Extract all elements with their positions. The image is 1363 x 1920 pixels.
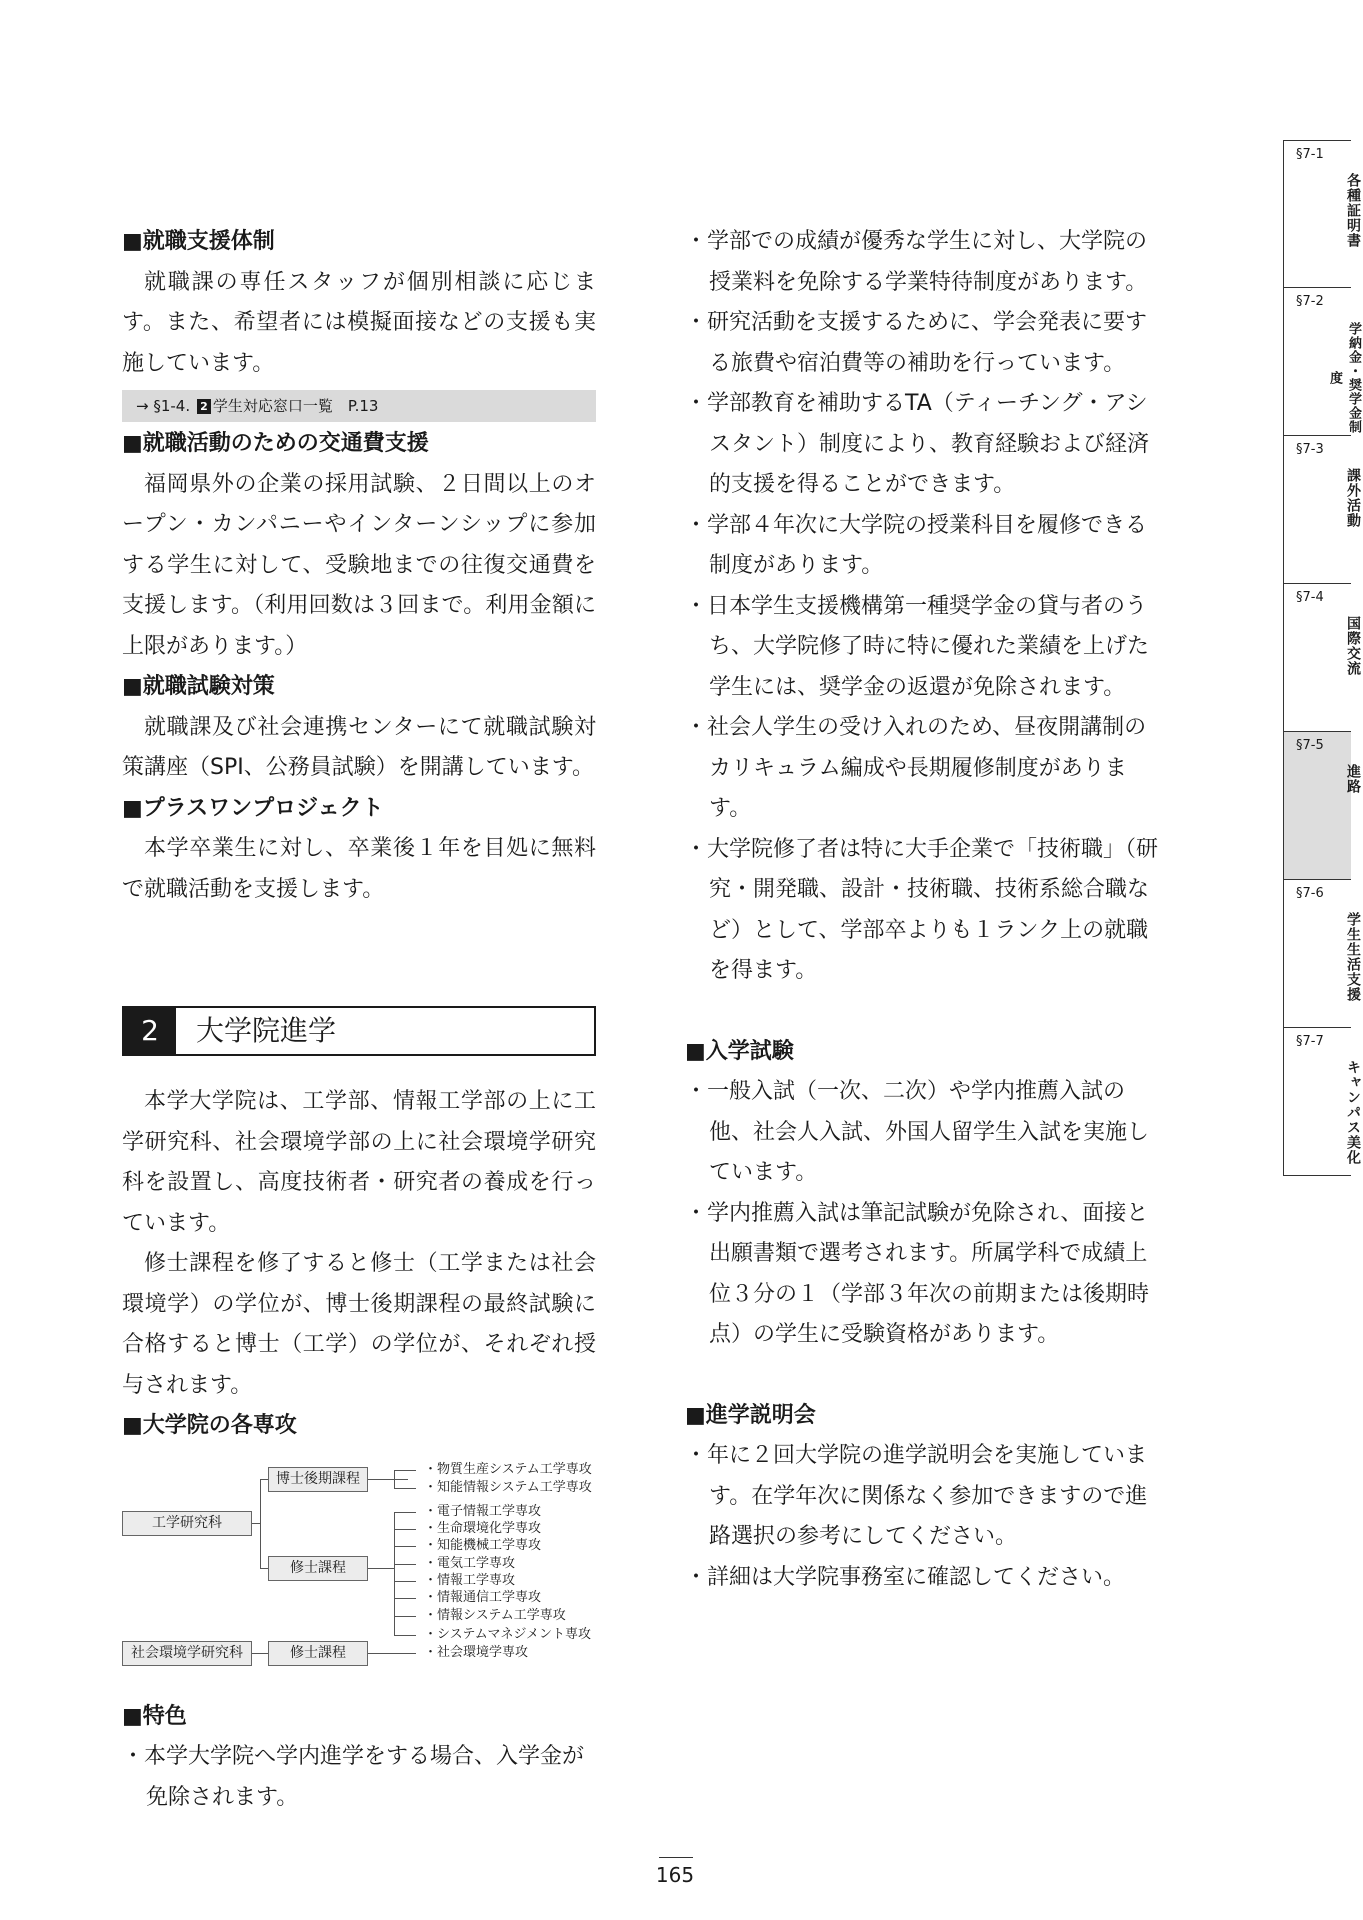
bullet-info-2: ・詳細は大学院事務室に確認してください。 [685,1564,1126,1590]
page-number-rule [659,1857,693,1858]
tab-number: §7-5 [1296,738,1324,753]
bullet-feature-2: ・研究活動を支援するために、学会発表に要する旅費や宿泊費等の補助を行っています。 [685,310,1148,376]
connector [394,1470,395,1488]
bullet-feature-1: ・学部での成績が優秀な学生に対し、大学院の授業料を免除する学業特待制度があります。 [685,229,1148,295]
leaf-master-2: ・生命環境化学専攻 [424,1520,542,1536]
tab-7-3[interactable] [1283,436,1361,584]
tab-7-2[interactable] [1283,288,1361,436]
paragraph-degrees: 修士課程を修了すると修士（工学または社会環境学）の学位が、博士後期課程の最終試験に合格すると博士（工学）の学位が、それぞれ授与されます。 [122,1251,596,1398]
tab-label: 学生生活支援 [1345,912,1361,1002]
box-doctoral-course: 博士後期課程 [268,1467,368,1492]
leaf-master-8: ・システムマネジメント専攻 [424,1626,592,1642]
xref-prefix: → §1-4. [136,397,191,415]
connector [260,1479,261,1569]
right-column [685,222,1159,1598]
paragraph-travel-support: 福岡県外の企業の採用試験、２日間以上のオープン・カンパニーやインターンシップに参加する学生に対して、受験地までの往復交通費を支援します。（利用回数は３回まで。利用金額に上限があります。） [122,471,596,659]
paragraph-exam-prep: 就職課及び社会連携センターにて就職試験対策講座（SPI、公務員試験）を開講しています。 [122,714,596,780]
tab-label: 進路 [1345,764,1361,794]
connector [260,1479,268,1480]
page-number: 165 [655,1863,695,1887]
left-column [122,222,596,1818]
leaf-master-7: ・情報システム工学専攻 [424,1607,566,1623]
connector [394,1616,416,1617]
connector [394,1546,416,1547]
xref-text: 学生対応窓口一覧 P.13 [212,397,379,415]
heading-info-session: ■進学説明会 [685,1402,816,1428]
tab-number: §7-2 [1296,294,1324,309]
bullet-feature-6: ・社会人学生の受け入れのため、昼夜開講制のカリキュラム編成や長期履修制度があります。 [685,715,1147,821]
paragraph-grad-intro: 本学大学院は、工学部、情報工学部の上に工学研究科、社会環境学部の上に社会環境学研究科を設置し、高度技術者・研究者の養成を行っています。 [122,1089,596,1236]
tab-7-1[interactable] [1283,140,1361,288]
connector [394,1598,416,1599]
leaf-social-1: ・社会環境学専攻 [424,1644,529,1660]
bullet-exam-1: ・一般入試（一次、二次）や学内推薦入試の他、社会人入試、外国人留学生入試を実施しています。 [685,1079,1150,1185]
tab-label: 課外活動 [1345,468,1361,528]
leaf-doctor-2: ・知能情報システム工学専攻 [424,1479,592,1495]
tab-number: §7-3 [1296,442,1324,457]
connector [394,1581,416,1582]
connector [252,1523,260,1524]
bullet-info-1: ・年に２回大学院の進学説明会を実施しています。在学年次に関係なく参加できますので進路選択の参考にしてください。 [685,1443,1148,1549]
heading-travel-support: ■就職活動のための交通費支援 [122,431,429,456]
tab-number: §7-4 [1296,590,1324,605]
connector [368,1479,408,1480]
xref-number-badge: 2 [197,399,211,414]
section-title: 大学院進学 [196,1013,337,1047]
tab-number: §7-7 [1296,1034,1324,1049]
bullet-exam-2: ・学内推薦入試は筆記試験が免除され、面接と出願書類で選考されます。所属学科で成績上位３分の１（学部３年次の前期または後期時点）の学生に受験資格があります。 [685,1200,1150,1347]
chapter-index-tabs [1283,140,1361,1176]
connector [394,1564,416,1565]
section-number: 2 [124,1008,176,1054]
leaf-master-1: ・電子情報工学専攻 [424,1503,542,1519]
tab-label: 国際交流 [1345,616,1361,676]
connector [394,1512,416,1513]
connector [260,1568,268,1569]
cross-reference [122,390,596,422]
connector [252,1653,268,1654]
majors-tree-diagram [122,1461,602,1687]
bullet-feature-3: ・学部教育を補助するTA（ティーチング・アシスタント）制度により、教育経験および経済的支援を得ることができます。 [685,391,1150,497]
heading-entrance-exam: ■入学試験 [685,1038,794,1064]
bullet-feature-4: ・学部４年次に大学院の授業科目を履修できる制度があります。 [685,512,1148,578]
leaf-master-3: ・知能機械工学専攻 [424,1537,542,1553]
connector [394,1488,416,1489]
bullet-feature-5: ・日本学生支援機構第一種奨学金の貸与者のうち、大学院修了時に特に優れた業績を上げた学生には、奨学金の返還が免除されます。 [685,593,1150,700]
leaf-doctor-1: ・物質生産システム工学専攻 [424,1461,592,1477]
leaf-master-4: ・電気工学専攻 [424,1555,516,1571]
box-master-course: 修士課程 [268,1556,368,1581]
tab-7-5[interactable] [1283,732,1361,880]
leaf-master-6: ・情報通信工学専攻 [424,1589,542,1605]
tab-7-7[interactable] [1283,1028,1361,1176]
connector [394,1635,416,1636]
box-social-env-graduate-school: 社会環境学研究科 [122,1641,252,1666]
connector [394,1470,416,1471]
heading-exam-prep: ■就職試験対策 [122,674,275,699]
box-master-course-social: 修士課程 [268,1641,368,1666]
paragraph-career-support: 就職課の専任スタッフが個別相談に応じます。また、希望者には模擬面接などの支援も実施しています。 [122,269,596,376]
heading-plus-one: ■プラスワンプロジェクト [122,795,384,821]
tab-number: §7-1 [1296,147,1324,162]
tab-7-6[interactable] [1283,880,1361,1028]
tab-7-4[interactable] [1283,584,1361,732]
heading-career-support: ■就職支援体制 [122,229,275,254]
bullet-admission-fee: ・本学大学院へ学内進学をする場合、入学金が免除されます。 [122,1744,585,1810]
tab-label: 学納金・奨学金制度 [1327,321,1361,434]
connector [368,1653,416,1654]
tab-label: キャンパス美化 [1345,1060,1361,1165]
leaf-master-5: ・情報工学専攻 [424,1572,516,1588]
section-heading-box [122,1006,596,1056]
tab-number: §7-6 [1296,886,1324,901]
box-engineering-graduate-school: 工学研究科 [122,1511,252,1536]
bullet-feature-7: ・大学院修了者は特に大手企業で「技術職」（研究・開発職、設計・技術職、技術系総合職など）として、学部卒よりも１ランク上の就職を得ます。 [685,836,1159,983]
tab-label: 各種証明書 [1345,173,1361,248]
heading-features: ■特色 [122,1703,187,1729]
heading-majors: ■大学院の各専攻 [122,1413,297,1438]
connector [368,1568,394,1569]
connector [394,1529,416,1530]
connector [394,1512,395,1636]
paragraph-plus-one: 本学卒業生に対し、卒業後１年を目処に無料で就職活動を支援します。 [122,836,596,902]
